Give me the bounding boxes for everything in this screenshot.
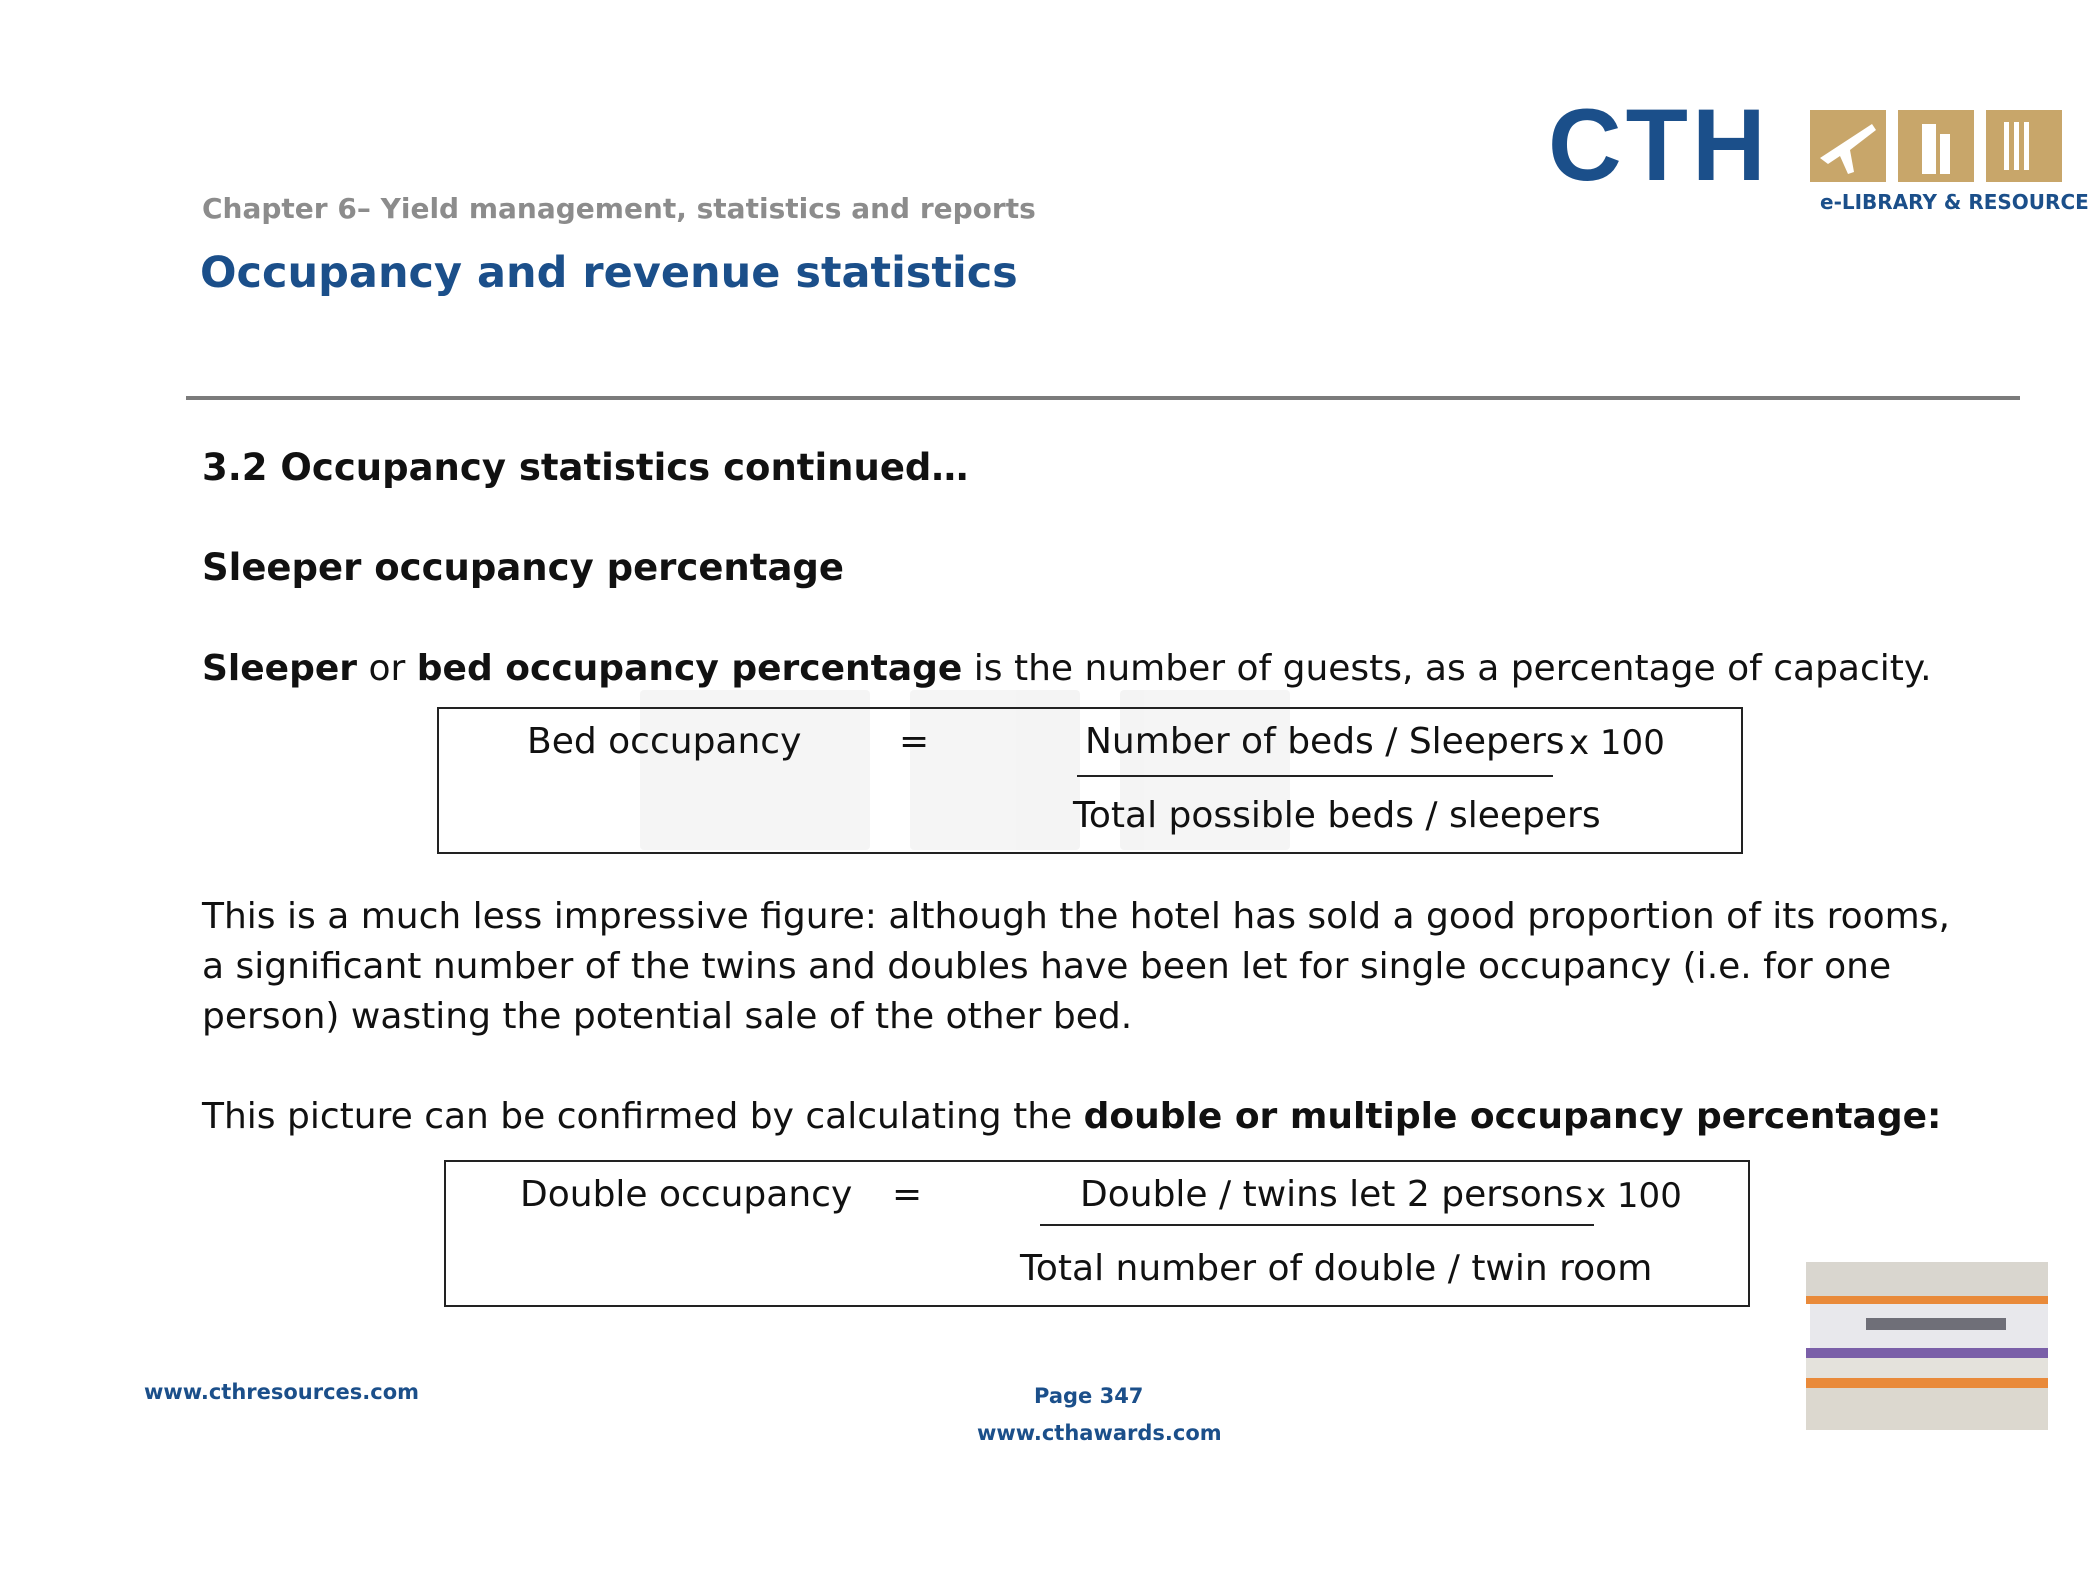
section-heading: 3.2 Occupancy statistics continued… xyxy=(202,446,969,489)
formula-denominator: Total possible beds / sleepers xyxy=(1073,795,1601,836)
chapter-label: Chapter 6– Yield management, statistics and reports xyxy=(202,192,1036,225)
analysis-paragraph: This is a much less impressive figure: although the hotel has sold a good proportion of its rooms, a significant number of the twins and doubles have been let for single occupancy (i.e. for one person) wasting the potential sale of the other bed. xyxy=(202,896,1950,1037)
bed-occupancy-formula xyxy=(437,707,1743,854)
footer-resources-link[interactable]: www.cthresources.com xyxy=(144,1380,420,1404)
formula-numerator: Number of beds / Sleepers xyxy=(1085,721,1565,762)
formula-multiplier: x 100 xyxy=(1569,723,1665,763)
building-icon xyxy=(1898,110,1974,182)
plane-icon xyxy=(1810,110,1886,182)
fraction-line xyxy=(1040,1224,1594,1226)
formula-denominator: Total number of double / twin room xyxy=(1020,1248,1653,1289)
formula-equals: = xyxy=(892,1174,923,1215)
footer-awards-link[interactable]: www.cthawards.com xyxy=(977,1421,1222,1445)
definition-text: is the number of guests, as a percentage of capacity. xyxy=(962,648,1932,689)
confirmation-paragraph xyxy=(202,1092,1941,1142)
formula-label: Double occupancy xyxy=(520,1174,853,1215)
definition-paragraph xyxy=(202,644,1932,694)
sub-heading: Sleeper occupancy percentage xyxy=(202,546,845,589)
term-double-occupancy: double or multiple occupancy percentage: xyxy=(1083,1096,1942,1137)
term-bed-occupancy: bed occupancy percentage xyxy=(416,648,963,689)
header-divider xyxy=(186,396,2020,400)
page-title: Occupancy and revenue statistics xyxy=(200,248,1018,298)
formula-label: Bed occupancy xyxy=(527,721,802,762)
cth-logo xyxy=(1548,88,2089,224)
page-number: Page 347 xyxy=(1034,1384,1144,1408)
book-stack-image xyxy=(1806,1262,2048,1430)
double-occupancy-formula xyxy=(444,1160,1750,1307)
formula-multiplier: x 100 xyxy=(1586,1176,1682,1216)
logo-subtitle: e-LIBRARY & RESOURCE xyxy=(1820,190,2089,214)
formula-numerator: Double / twins let 2 persons xyxy=(1080,1174,1584,1215)
term-sleeper: Sleeper xyxy=(202,648,358,689)
confirmation-text: This picture can be confirmed by calculating the xyxy=(202,1096,1084,1137)
text-or: or xyxy=(357,648,417,689)
cutlery-icon xyxy=(1986,110,2062,182)
formula-equals: = xyxy=(899,721,930,762)
fraction-line xyxy=(1077,775,1553,777)
logo-text: CTH xyxy=(1548,88,1770,202)
